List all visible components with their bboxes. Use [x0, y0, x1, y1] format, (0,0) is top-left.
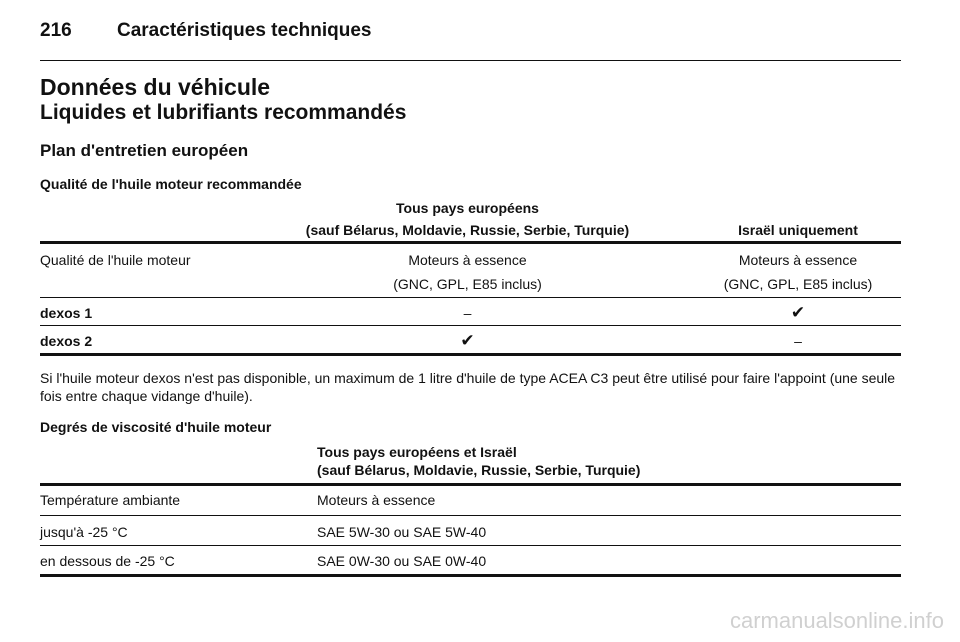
viscosity-title: Degrés de viscosité d'huile moteur: [40, 419, 272, 435]
table-row-rule: [40, 325, 901, 326]
watermark: carmanualsonline.info: [729, 608, 944, 633]
table-cell-europe: –: [463, 305, 472, 321]
page-number: 216: [40, 20, 72, 41]
table-cell-israel: ✔: [790, 303, 806, 322]
europe-engine-type: Moteurs à essence: [408, 252, 527, 268]
table-cell-temp: en dessous de -25 °C: [40, 553, 175, 569]
header-divider: [40, 60, 901, 61]
col-header-europe-line1: Tous pays européens: [396, 200, 539, 216]
subsection-title: Liquides et lubrifiants recommandés: [40, 101, 407, 124]
viscosity-header-line1: Tous pays européens et Israël: [317, 444, 517, 460]
col-header-europe-line2: (sauf Bélarus, Moldavie, Russie, Serbie, Turquie): [305, 222, 630, 238]
dexos-note: Si l'huile moteur dexos n'est pas disponible, un maximum de 1 litre d'huile de type ACEA C3 peut être utilisé pour faire l'appoint (une seule fois entre chaque vidange d'huile).: [40, 370, 896, 404]
table-header-rule: [40, 241, 901, 244]
table-header-rule: [40, 483, 901, 486]
col-header-israel: Israël uniquement: [738, 222, 858, 238]
oil-quality-table: [40, 196, 901, 358]
table-row-rule: [40, 545, 901, 546]
viscosity-header-line2: (sauf Bélarus, Moldavie, Russie, Serbie, Turquie): [317, 462, 641, 478]
oil-quality-title: Qualité de l'huile moteur recommandée: [40, 176, 302, 192]
col-label-temperature: Température ambiante: [40, 492, 181, 508]
table-row-label: dexos 2: [40, 333, 93, 349]
chapter-title: Caractéristiques techniques: [117, 20, 372, 41]
table-row-rule: [40, 515, 901, 516]
israel-engine-fuels: (GNC, GPL, E85 inclus): [723, 276, 873, 292]
table-cell-europe: ✔: [460, 331, 475, 350]
table-cell-israel: –: [794, 333, 802, 349]
table-cell-temp: jusqu'à -25 °C: [40, 524, 128, 540]
row-label-oil-quality: Qualité de l'huile moteur: [40, 252, 191, 268]
table-cell-grade: SAE 5W-30 ou SAE 5W-40: [317, 524, 487, 540]
table-row-rule: [40, 297, 901, 298]
section-title: Données du véhicule: [40, 74, 271, 100]
table-bottom-rule: [40, 574, 901, 577]
table-bottom-rule: [40, 353, 901, 356]
maintenance-plan-title: Plan d'entretien européen: [40, 141, 249, 160]
viscosity-table: [40, 440, 901, 580]
table-row-label: dexos 1: [40, 305, 93, 321]
europe-engine-fuels: (GNC, GPL, E85 inclus): [393, 276, 542, 292]
page-header: [40, 18, 901, 58]
table-cell-grade: SAE 0W-30 ou SAE 0W-40: [317, 553, 487, 569]
israel-engine-type: Moteurs à essence: [738, 252, 858, 268]
col-label-engine: Moteurs à essence: [317, 492, 436, 508]
